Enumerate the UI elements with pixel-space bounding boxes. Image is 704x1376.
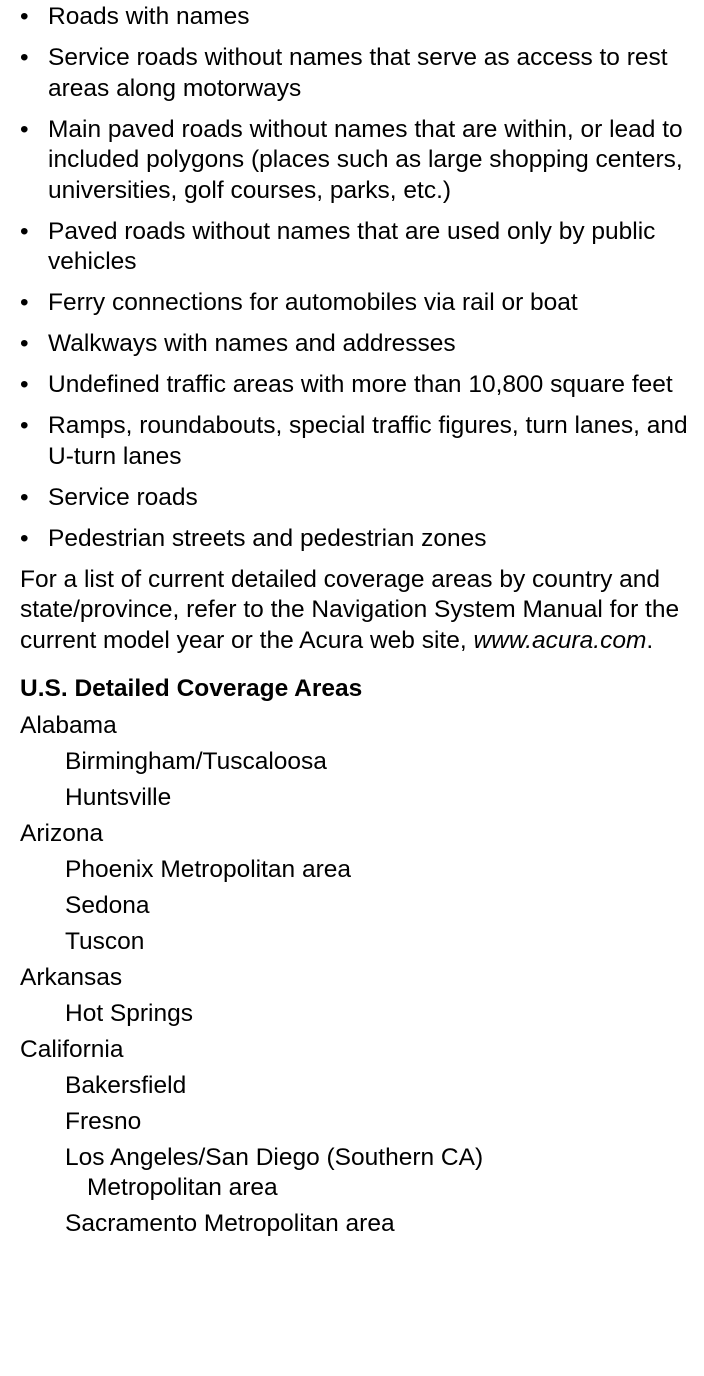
bullet-icon: • (20, 217, 29, 245)
list-item (20, 115, 696, 207)
coverage-area-item (20, 1143, 696, 1204)
coverage-area-text: Phoenix Metropolitan area (65, 855, 352, 883)
list-item (20, 411, 696, 472)
coverage-area-text-continued: Metropolitan area (87, 1174, 278, 1201)
coverage-area-item (20, 999, 696, 1030)
list-item (20, 329, 696, 360)
list-item (20, 524, 696, 555)
list-item-text: Service roads without names that serve as access to rest areas along motorways (48, 44, 668, 102)
list-item-text: Roads with names (48, 3, 250, 30)
coverage-area-text: Los Angeles/San Diego (Southern CA) (65, 1143, 484, 1171)
list-item (20, 370, 696, 401)
coverage-area-text: Sedona (65, 891, 150, 919)
list-item-text: Ferry connections for automobiles via rail or boat (48, 289, 578, 316)
coverage-area-item (20, 1209, 696, 1240)
coverage-area-item (20, 855, 696, 886)
coverage-area-text: Hot Springs (65, 999, 194, 1027)
road-types-list (20, 2, 696, 554)
coverage-area-text: Bakersfield (65, 1071, 187, 1099)
coverage-area-item (20, 747, 696, 778)
coverage-area-item (20, 783, 696, 814)
coverage-area-item (20, 927, 696, 958)
coverage-area-text: Fresno (65, 1107, 142, 1135)
list-item-text: Paved roads without names that are used only by public vehicles (48, 217, 656, 275)
bullet-icon: • (20, 330, 29, 357)
coverage-note-text: For a list of current detailed coverage areas by country and state/province, refer to the Navigation System Manual for the current model year or the Acura web site, (20, 565, 680, 654)
bullet-icon: • (20, 115, 29, 143)
list-item-text: Walkways with names and addresses (48, 330, 456, 357)
list-item-text: Undefined traffic areas with more than 10,800 square feet (48, 371, 673, 398)
list-item-text: Service roads (48, 483, 198, 511)
coverage-area-text: Tuscon (65, 927, 145, 955)
state-name: Arizona (20, 819, 104, 847)
bullet-icon: • (20, 44, 29, 71)
coverage-area-text: Birmingham/Tuscaloosa (65, 747, 327, 775)
bullet-icon: • (20, 3, 29, 30)
state-group-alabama (20, 711, 696, 814)
list-item (20, 217, 696, 278)
coverage-area-text: Huntsville (65, 783, 172, 811)
state-group-california (20, 1035, 696, 1240)
list-item-text: Ramps, roundabouts, special traffic figures, turn lanes, and U-turn lanes (48, 412, 688, 470)
state-group-arizona (20, 819, 696, 958)
list-item-text: Main paved roads without names that are within, or lead to included polygons (places such as large shopping centers, universities, golf courses, parks, etc.) (48, 115, 683, 204)
section-heading: U.S. Detailed Coverage Areas (20, 675, 363, 702)
list-item (20, 288, 696, 319)
list-item (20, 43, 696, 104)
document-page (20, 2, 696, 1245)
coverage-note-paragraph (20, 565, 696, 657)
coverage-area-text: Sacramento Metropolitan area (65, 1210, 395, 1237)
state-name: California (20, 1035, 124, 1063)
bullet-icon: • (20, 289, 29, 316)
list-item (20, 2, 696, 33)
acura-website-link: www.acura.com (473, 626, 647, 654)
coverage-area-item (20, 1071, 696, 1102)
coverage-area-item (20, 1107, 696, 1138)
state-group-arkansas (20, 963, 696, 1030)
bullet-icon: • (20, 371, 29, 398)
state-name: Alabama (20, 711, 117, 739)
state-name: Arkansas (20, 963, 123, 991)
coverage-note-end: . (646, 626, 654, 654)
coverage-area-item (20, 891, 696, 922)
list-item-text: Pedestrian streets and pedestrian zones (48, 524, 487, 552)
bullet-icon: • (20, 412, 29, 439)
bullet-icon: • (20, 483, 29, 511)
bullet-icon: • (20, 524, 29, 552)
list-item (20, 483, 696, 514)
